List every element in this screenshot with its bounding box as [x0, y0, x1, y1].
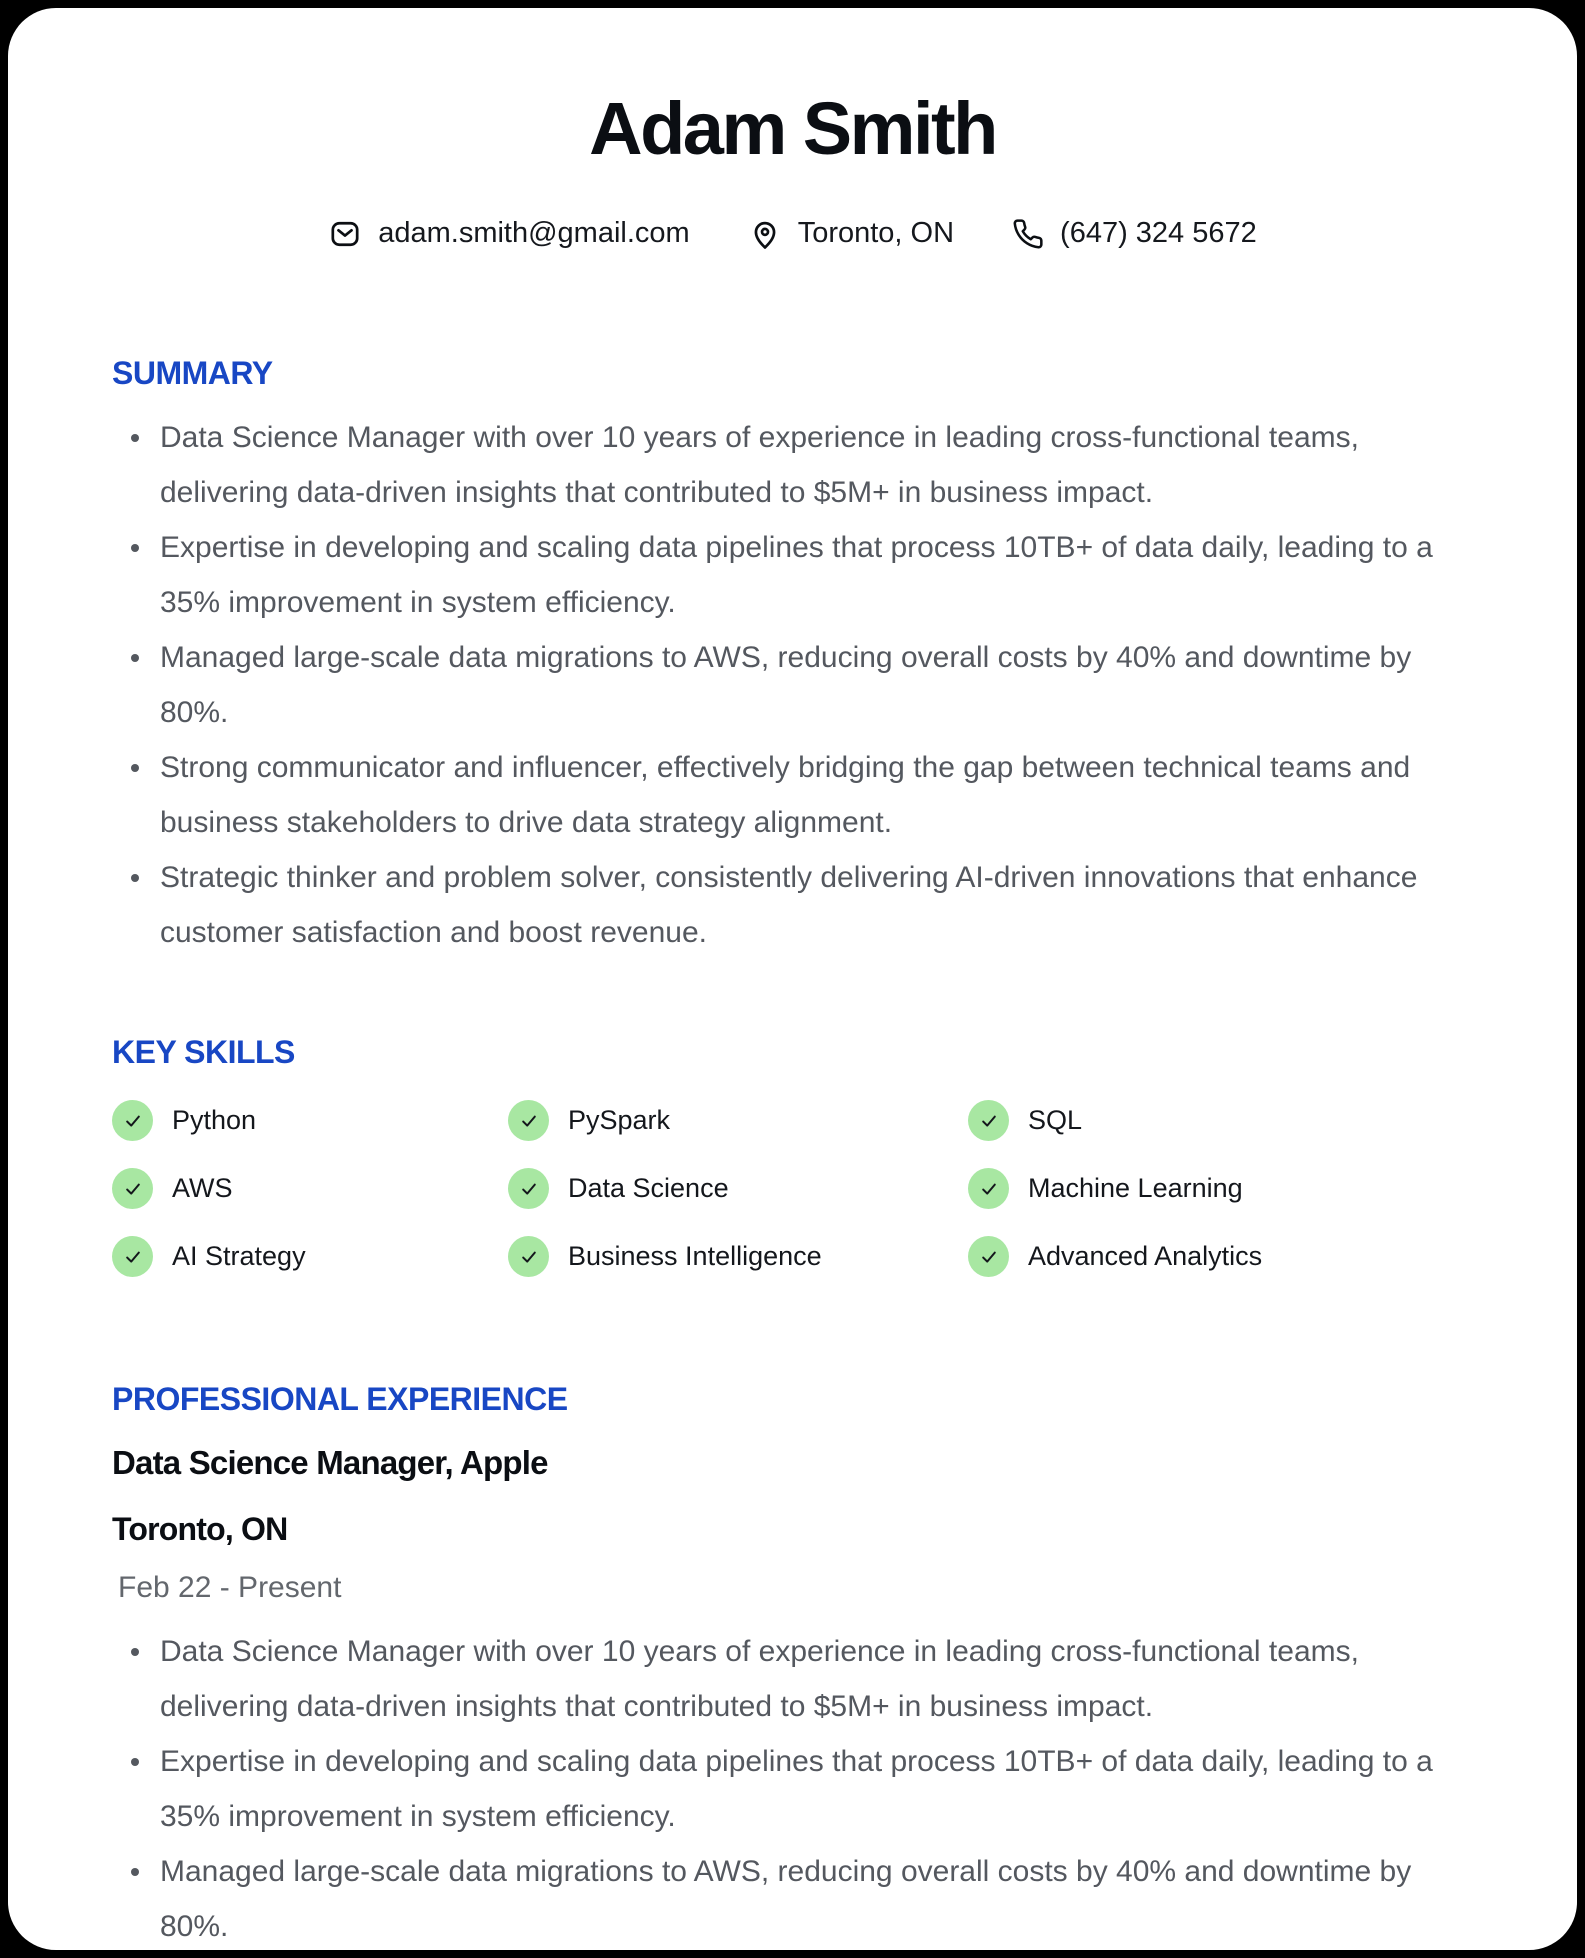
- location-pin-icon: [748, 217, 782, 251]
- experience-bullet-list: [112, 1624, 1473, 1950]
- skill-label: AWS: [172, 1173, 233, 1204]
- contact-location-text: Toronto, ON: [797, 217, 955, 250]
- skill-item: [112, 1236, 508, 1277]
- skill-item: [112, 1168, 508, 1209]
- check-icon: [508, 1100, 549, 1141]
- check-icon: [968, 1236, 1009, 1277]
- check-icon: [968, 1100, 1009, 1141]
- skill-label: AI Strategy: [172, 1241, 306, 1272]
- skill-item: [968, 1100, 1473, 1141]
- job-dates: Feb 22 - Present: [118, 1571, 342, 1604]
- candidate-name: Adam Smith: [589, 87, 996, 170]
- skill-item: [508, 1236, 968, 1277]
- resume-page: [8, 8, 1577, 1950]
- check-icon: [112, 1100, 153, 1141]
- summary-list: [112, 410, 1473, 960]
- skill-item: [968, 1168, 1473, 1209]
- skill-label: PySpark: [568, 1105, 671, 1136]
- job-title: Data Science Manager, Apple: [112, 1444, 548, 1482]
- job-location: Toronto, ON: [112, 1511, 288, 1548]
- contact-location: [748, 217, 954, 251]
- key-skills-heading: KEY SKILLS: [112, 1033, 295, 1070]
- skill-label: Machine Learning: [1028, 1173, 1243, 1204]
- summary-bullet: Strong communicator and influencer, effectively bridging the gap between technical teams and business stakeholders to drive data strategy alignment.: [160, 740, 1473, 850]
- skill-label: Business Intelligence: [568, 1241, 822, 1272]
- skill-item: [112, 1100, 508, 1141]
- skill-label: Data Science: [568, 1173, 729, 1204]
- skill-item: [968, 1236, 1473, 1277]
- contact-email-text: adam.smith@gmail.com: [378, 217, 690, 250]
- contact-phone: [1012, 217, 1257, 250]
- skills-grid: [112, 1100, 1473, 1277]
- check-icon: [112, 1168, 153, 1209]
- experience-bullet: Expertise in developing and scaling data pipelines that process 10TB+ of data daily, leading to a 35% improvement in system efficiency.: [160, 1734, 1473, 1844]
- contact-phone-text: (647) 324 5672: [1060, 217, 1257, 250]
- check-icon: [112, 1236, 153, 1277]
- skill-label: Python: [172, 1105, 257, 1136]
- skill-item: [508, 1100, 968, 1141]
- contact-email: [328, 217, 689, 251]
- check-icon: [508, 1168, 549, 1209]
- experience-heading: PROFESSIONAL EXPERIENCE: [112, 1381, 568, 1418]
- mail-icon: [328, 217, 362, 251]
- check-icon: [508, 1236, 549, 1277]
- phone-icon: [1012, 218, 1044, 250]
- experience-bullet: Managed large-scale data migrations to AWS, reducing overall costs by 40% and downtime by 80%.: [160, 1844, 1473, 1950]
- contact-row: [112, 217, 1473, 251]
- summary-bullet: Strategic thinker and problem solver, consistently delivering AI-driven innovations that enhance customer satisfaction and boost revenue.: [160, 850, 1473, 960]
- skill-item: [508, 1168, 968, 1209]
- summary-bullet: Expertise in developing and scaling data pipelines that process 10TB+ of data daily, leading to a 35% improvement in system efficiency.: [160, 520, 1473, 630]
- skill-label: Advanced Analytics: [1028, 1241, 1263, 1272]
- summary-heading: SUMMARY: [112, 354, 273, 391]
- summary-bullet: Managed large-scale data migrations to AWS, reducing overall costs by 40% and downtime by 80%.: [160, 630, 1473, 740]
- skill-label: SQL: [1028, 1105, 1083, 1136]
- check-icon: [968, 1168, 1009, 1209]
- experience-bullet: Data Science Manager with over 10 years of experience in leading cross-functional teams, delivering data-driven insights that contributed to $5M+ in business impact.: [160, 1624, 1473, 1734]
- summary-bullet: Data Science Manager with over 10 years of experience in leading cross-functional teams, delivering data-driven insights that contributed to $5M+ in business impact.: [160, 410, 1473, 520]
